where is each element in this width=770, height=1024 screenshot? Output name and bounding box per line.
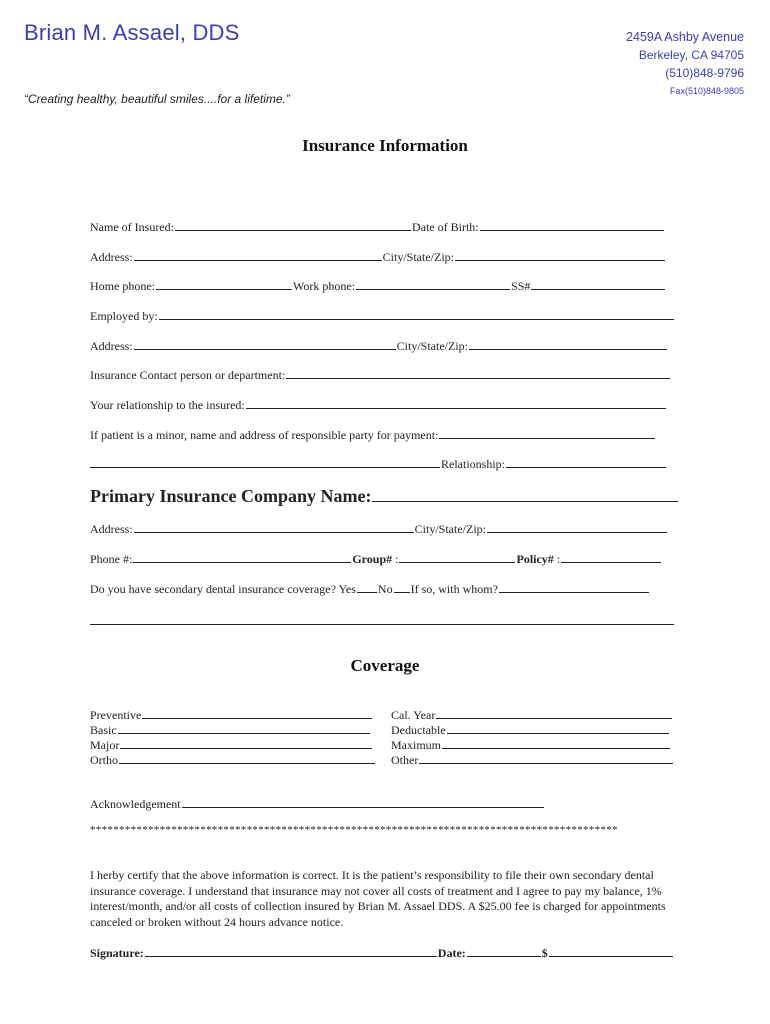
office-phone: (510)848-9796	[665, 66, 744, 80]
dollar-label: $	[541, 946, 548, 960]
maximum-field[interactable]	[442, 736, 670, 749]
ss-field[interactable]	[531, 277, 665, 290]
row-responsible-party	[90, 426, 656, 443]
responsible-party-field[interactable]	[439, 426, 655, 439]
relationship-to-insured-label: Your relationship to the insured:	[90, 398, 245, 412]
if-so-label: If so, with whom?	[410, 582, 498, 596]
primary-company-label: Primary Insurance Company Name:	[90, 486, 372, 506]
no-field[interactable]	[394, 580, 410, 593]
primary-company-field[interactable]	[372, 486, 678, 502]
work-phone-label: Work phone:	[293, 279, 356, 293]
ortho-label: Ortho	[90, 753, 118, 767]
cal-year-label: Cal. Year	[391, 708, 436, 722]
responsible-party-label: If patient is a minor, name and address of responsible party for payment:	[90, 428, 439, 442]
preventive-label: Preventive	[90, 708, 142, 722]
address-label: Address:	[90, 250, 133, 264]
company-address-field[interactable]	[134, 520, 414, 533]
relationship-to-insured-field[interactable]	[246, 396, 666, 409]
cal-year-field[interactable]	[436, 706, 672, 719]
employed-by-label: Employed by:	[90, 309, 158, 323]
signature-field[interactable]	[145, 944, 437, 957]
preventive-field[interactable]	[142, 706, 372, 719]
row-signature	[90, 944, 674, 961]
row-company-address	[90, 520, 668, 537]
home-phone-field[interactable]	[156, 277, 292, 290]
acknowledgement-label: Acknowledgement	[90, 797, 181, 811]
row-acknowledgement	[90, 795, 545, 812]
work-phone-field[interactable]	[356, 277, 510, 290]
coverage-title: Coverage	[350, 656, 420, 675]
insurance-contact-label: Insurance Contact person or department:	[90, 368, 286, 382]
coverage-row-other	[391, 751, 674, 768]
major-label: Major	[90, 738, 120, 752]
row-insurance-contact	[90, 366, 671, 383]
certification-text: I herby certify that the above information is correct. It is the patient’s responsibility to file their own secondary dental insurance coverage. I understand that insurance may not cover all costs of treatment and I agree to pay my balance, 1% interest/month, and/or all costs of collection insured by Brian M. Assael DDS. A $25.00 fee is charged for appointments canceled or broken without 24 hours advance notice.	[90, 868, 666, 929]
coverage-row-ortho	[90, 751, 376, 768]
amount-field[interactable]	[549, 944, 673, 957]
employer-address-label: Address:	[90, 339, 133, 353]
insurance-contact-field[interactable]	[286, 366, 670, 379]
row-primary-company	[90, 486, 679, 507]
row-employer	[90, 307, 675, 324]
date-of-birth-label: Date of Birth:	[411, 220, 479, 234]
row-relationship	[90, 455, 667, 472]
secondary-details-field[interactable]	[90, 612, 674, 625]
responsible-party-field-2[interactable]	[90, 455, 440, 468]
basic-label: Basic	[90, 723, 117, 737]
date-label: Date:	[437, 946, 466, 960]
tagline: “Creating healthy, beautiful smiles....for a lifetime.”	[24, 92, 290, 106]
employer-city-state-zip-label: City/State/Zip:	[396, 339, 469, 353]
other-field[interactable]	[419, 751, 673, 764]
secondary-with-whom-field[interactable]	[499, 580, 649, 593]
group-colon: :	[395, 552, 399, 566]
office-fax: Fax(510)848-9805	[669, 86, 744, 96]
home-phone-label: Home phone:	[90, 279, 155, 293]
city-state-zip-field[interactable]	[455, 248, 665, 261]
acknowledgement-field[interactable]	[182, 795, 544, 808]
row-phones	[90, 277, 666, 294]
group-field[interactable]	[399, 550, 515, 563]
name-of-insured-field[interactable]	[175, 218, 411, 231]
row-company-phone	[90, 550, 662, 567]
yes-field[interactable]	[357, 580, 377, 593]
address-field[interactable]	[134, 248, 382, 261]
separator-stars: *******************************************************************************************	[90, 824, 618, 836]
employer-address-field[interactable]	[134, 337, 396, 350]
policy-colon: :	[556, 552, 561, 566]
ortho-field[interactable]	[119, 751, 375, 764]
no-label: No	[377, 582, 393, 596]
city-state-zip-label: City/State/Zip:	[382, 250, 455, 264]
maximum-label: Maximum	[391, 738, 441, 752]
row-address-2	[90, 337, 668, 354]
ss-label: SS#	[511, 279, 531, 293]
row-secondary-continued	[90, 612, 675, 629]
deductable-field[interactable]	[447, 721, 669, 734]
relationship-field[interactable]	[506, 455, 666, 468]
basic-field[interactable]	[118, 721, 370, 734]
relationship-label: Relationship:	[441, 457, 505, 471]
employed-by-field[interactable]	[159, 307, 674, 320]
secondary-question: Do you have secondary dental insurance coverage? Yes	[90, 582, 356, 596]
doctor-name: Brian M. Assael, DDS	[24, 20, 240, 45]
page-title: Insurance Information	[302, 136, 468, 155]
row-insured	[90, 218, 665, 235]
signature-date-field[interactable]	[467, 944, 541, 957]
company-address-label: Address:	[90, 522, 133, 536]
deductable-label: Deductable	[391, 723, 446, 737]
group-label: Group#	[352, 552, 393, 566]
name-of-insured-label: Name of Insured:	[90, 220, 174, 234]
policy-label: Policy#	[516, 552, 554, 566]
address-line-1: 2459A Ashby Avenue	[626, 30, 744, 44]
major-field[interactable]	[120, 736, 372, 749]
row-address-1	[90, 248, 666, 265]
row-secondary	[90, 580, 650, 597]
employer-city-state-zip-field[interactable]	[469, 337, 667, 350]
date-of-birth-field[interactable]	[480, 218, 664, 231]
policy-field[interactable]	[561, 550, 661, 563]
company-phone-field[interactable]	[133, 550, 351, 563]
row-relationship-insured	[90, 396, 667, 413]
company-city-state-zip-field[interactable]	[487, 520, 667, 533]
company-phone-label: Phone #:	[90, 552, 133, 566]
address-line-2: Berkeley, CA 94705	[638, 48, 744, 62]
signature-label: Signature:	[90, 946, 144, 960]
company-city-state-zip-label: City/State/Zip:	[414, 522, 487, 536]
other-label: Other	[391, 753, 419, 767]
